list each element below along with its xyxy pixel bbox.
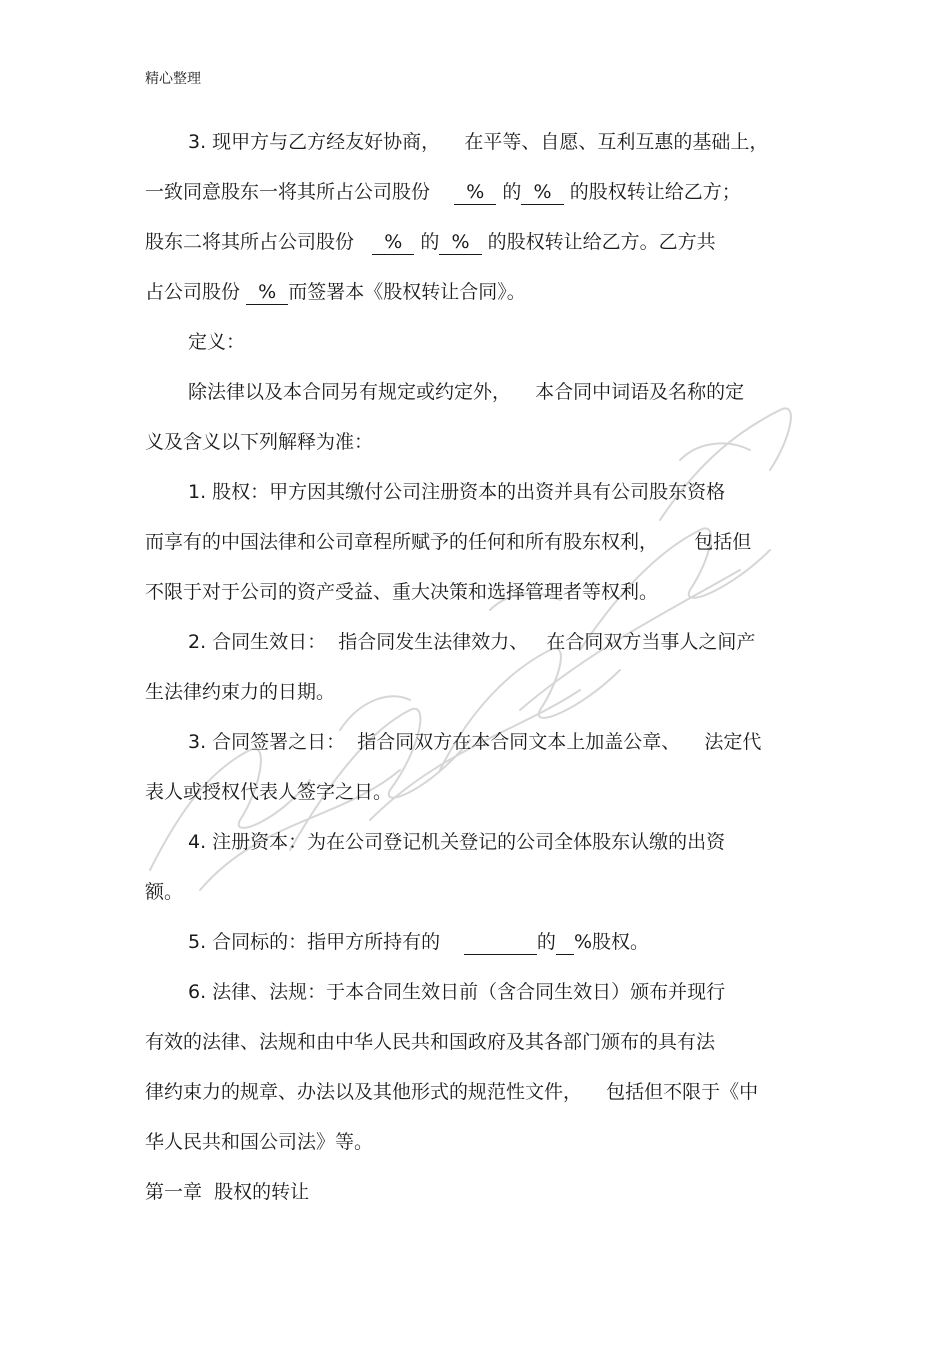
text-segment: 额。 bbox=[145, 881, 184, 903]
fill-in-blank: % bbox=[439, 231, 482, 253]
text-segment: 5. 合同标的：指甲方所持有的 bbox=[188, 931, 465, 953]
text-segment: 有效的法律、法规和由中华人民共和国政府及其各部门颁布的具有法 bbox=[145, 1031, 716, 1053]
text-line bbox=[145, 779, 392, 805]
text-segment: 6. 法律、法规：于本合同生效日前（含合同生效日）颁布并现行 bbox=[188, 981, 726, 1003]
text-segment: 定义： bbox=[188, 331, 246, 353]
text-segment: 表人或授权代表人签字之日。 bbox=[145, 781, 393, 803]
text-line bbox=[188, 479, 725, 505]
text-line bbox=[145, 1179, 309, 1205]
text-segment: 占公司股份 bbox=[145, 281, 247, 303]
text-segment: 律约束力的规章、办法以及其他形式的规范性文件， 包括但不限于《中 bbox=[145, 1081, 759, 1103]
text-line bbox=[188, 129, 768, 155]
text-segment: 1. 股权：甲方因其缴付公司注册资本的出资并具有公司股东资格 bbox=[188, 481, 726, 503]
text-line bbox=[188, 829, 725, 855]
fill-in-blank: % bbox=[372, 231, 415, 253]
text-segment: 的股权转让给乙方； bbox=[563, 181, 741, 203]
text-line bbox=[188, 979, 725, 1005]
fill-in-blank: % bbox=[246, 281, 289, 303]
text-segment: 义及含义以下列解释为准： bbox=[145, 431, 374, 453]
text-line bbox=[188, 629, 755, 655]
text-segment: 除法律以及本合同另有规定或约定外， 本合同中词语及名称的定 bbox=[188, 381, 745, 403]
text-segment: %股权。 bbox=[573, 931, 650, 953]
text-line bbox=[145, 529, 751, 555]
text-segment: 不限于对于公司的资产受益、重大决策和选择管理者等权利。 bbox=[145, 581, 659, 603]
text-segment: 一致同意股东一将其所占公司股份 bbox=[145, 181, 455, 203]
text-line bbox=[145, 679, 335, 705]
text-segment: 2. 合同生效日： 指合同发生法律效力、 在合同双方当事人之间产 bbox=[188, 631, 756, 653]
text-line bbox=[145, 1029, 715, 1055]
text-line bbox=[188, 729, 761, 755]
text-segment: 3. 合同签署之日： 指合同双方在本合同文本上加盖公章、 法定代 bbox=[188, 731, 762, 753]
text-line bbox=[145, 279, 526, 305]
text-segment: 的 bbox=[536, 931, 556, 953]
text-segment: 4. 注册资本：为在公司登记机关登记的公司全体股东认缴的出资 bbox=[188, 831, 726, 853]
text-segment: 的 bbox=[414, 231, 440, 253]
text-line bbox=[145, 1079, 758, 1105]
text-segment: 第一章 股权的转让 bbox=[145, 1181, 310, 1203]
text-segment: 3. 现甲方与乙方经友好协商， 在平等、自愿、互利互惠的基础上， bbox=[188, 131, 769, 153]
fill-in-blank bbox=[464, 931, 536, 955]
text-line bbox=[145, 179, 741, 205]
fill-in-blank: % bbox=[454, 181, 497, 203]
text-segment: 股东二将其所占公司股份 bbox=[145, 231, 373, 253]
text-line bbox=[145, 1129, 373, 1155]
fill-in-blank: % bbox=[521, 181, 564, 203]
page-header-label: 精心整理 bbox=[145, 71, 201, 87]
text-segment: 生法律约束力的日期。 bbox=[145, 681, 336, 703]
text-line bbox=[145, 429, 373, 455]
fill-in-blank bbox=[556, 931, 574, 955]
text-segment: 而签署本《股权转让合同》。 bbox=[288, 281, 526, 303]
text-line bbox=[188, 379, 744, 405]
text-segment: 的 bbox=[496, 181, 522, 203]
text-segment: 华人民共和国公司法》等。 bbox=[145, 1131, 374, 1153]
text-segment: 而享有的中国法律和公司章程所赋予的任何和所有股东权利， 包括但 bbox=[145, 531, 752, 553]
text-line bbox=[145, 229, 716, 255]
text-line bbox=[188, 929, 649, 955]
text-line bbox=[145, 879, 183, 905]
text-line bbox=[188, 329, 245, 355]
text-segment: 的股权转让给乙方。乙方共 bbox=[481, 231, 716, 253]
text-line bbox=[145, 579, 658, 605]
